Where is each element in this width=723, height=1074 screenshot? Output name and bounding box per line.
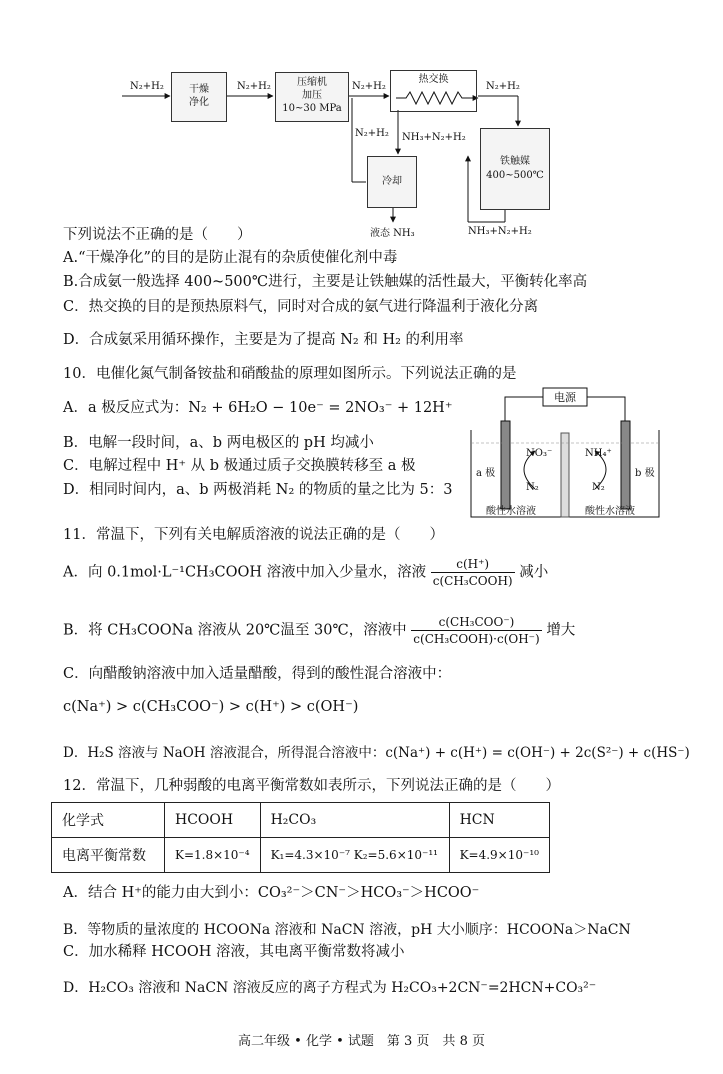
right-gas-label: N₂ — [592, 482, 605, 493]
q11-b-tail: 增大 — [546, 622, 576, 639]
q11-option-d: D．H₂S 溶液与 NaOH 溶液混合，所得混合溶液中：c(Na⁺) + c(H⁺) = c(OH⁻) + 2c(S²⁻) + c(HS⁻) — [63, 745, 690, 761]
table-row — [52, 803, 550, 838]
flow-label-3: N₂+H₂ — [486, 81, 520, 92]
box-line: 冷却 — [382, 176, 402, 187]
table-cell: H₂CO₃ — [260, 803, 449, 838]
left-solution-label: 酸性水溶液 — [486, 506, 536, 517]
q9-option-a: A.“干燥净化”的目的是防止混有的杂质使催化剂中毒 — [63, 250, 398, 266]
compressor-box — [275, 72, 349, 122]
box-line: 热交换 — [418, 74, 449, 85]
q9-stem: 下列说法不正确的是（ ） — [63, 227, 252, 243]
box-line: 净化 — [189, 97, 209, 108]
flow-label-liquid: 液态 NH₃ — [370, 228, 415, 239]
table-cell: 电离平衡常数 — [52, 838, 165, 873]
electrode-b-label: b 极 — [635, 468, 655, 479]
q11-b-text: B．将 CH₃COONa 溶液从 20℃温至 30℃，溶液中 — [63, 622, 407, 639]
flow-label-2: N₂+H₂ — [352, 81, 386, 92]
q11-stem: 11．常温下，下列有关电解质溶液的说法正确的是（ ） — [63, 527, 444, 543]
q11-a-text: A．向 0.1mol·L⁻¹CH₃COOH 溶液中加入少量水，溶液 — [63, 564, 427, 581]
q11-b-fraction — [411, 614, 541, 647]
box-line: 400~500℃ — [486, 170, 544, 181]
q11-option-a — [63, 556, 548, 589]
flow-label-mix1: NH₃+N₂+H₂ — [402, 132, 466, 143]
q12-stem: 12．常温下，几种弱酸的电离平衡常数如表所示，下列说法正确的是（ ） — [63, 778, 560, 794]
power-source-label: 电源 — [554, 391, 576, 404]
table-cell: K=1.8×10⁻⁴ — [165, 838, 261, 873]
q12-option-d: D．H₂CO₃ 溶液和 NaCN 溶液反应的离子方程式为 H₂CO₃+2CN⁻=2HCN+CO₃²⁻ — [63, 980, 597, 996]
q10-stem: 10．电催化氮气制备铵盐和硝酸盐的原理如图所示。下列说法正确的是 — [63, 366, 517, 382]
electrode-a-label: a 极 — [476, 468, 496, 479]
flow-label-mix2: NH₃+N₂+H₂ — [468, 226, 532, 237]
right-ion-label: NH₄⁺ — [585, 448, 612, 459]
table-row — [52, 838, 550, 873]
table-cell: HCN — [449, 803, 549, 838]
q12-option-b: B．等物质的量浓度的 HCOONa 溶液和 NaCN 溶液，pH 大小顺序：HCOONa＞NaCN — [63, 922, 631, 938]
catalyst-box — [480, 128, 550, 210]
q11-a-denominator: c(CH₃COOH) — [432, 574, 513, 588]
q12-option-c: C．加水稀释 HCOOH 溶液，其电离平衡常数将减小 — [63, 944, 405, 960]
q10-option-a: A．a 极反应式为：N₂ + 6H₂O − 10e⁻ = 2NO₃⁻ + 12H⁺ — [63, 400, 453, 416]
electrolysis-diagram — [465, 385, 665, 520]
q11-b-numerator: c(CH₃COO⁻) — [411, 614, 541, 631]
q10-option-c: C．电解过程中 H⁺ 从 b 极通过质子交换膜转移至 a 极 — [63, 458, 416, 474]
q11-option-b — [63, 614, 575, 647]
cooling-box — [367, 156, 417, 208]
box-line: 10~30 MPa — [282, 103, 342, 114]
q11-a-numerator: c(H⁺) — [431, 556, 515, 573]
q11-a-tail: 减小 — [519, 564, 549, 581]
table-cell: HCOOH — [165, 803, 261, 838]
flow-label-recycle: N₂+H₂ — [355, 128, 389, 139]
q9-option-d: D．合成氨采用循环操作，主要是为了提高 N₂ 和 H₂ 的利用率 — [63, 332, 464, 348]
dry-purify-box — [171, 72, 227, 122]
q11-a-fraction — [431, 556, 515, 589]
q11-option-c: C．向醋酸钠溶液中加入适量醋酸，得到的酸性混合溶液中： — [63, 666, 452, 682]
table-cell: K=4.9×10⁻¹⁰ — [449, 838, 549, 873]
q12-option-a: A．结合 H⁺的能力由大到小：CO₃²⁻＞CN⁻＞HCO₃⁻＞HCOO⁻ — [63, 885, 480, 901]
left-gas-label: N₂ — [526, 482, 539, 493]
box-line: 干燥 — [189, 84, 209, 95]
box-line: 铁触媒 — [500, 156, 530, 167]
haber-flow-diagram — [0, 0, 723, 245]
q11-b-denominator: c(CH₃COOH)·c(OH⁻) — [413, 632, 540, 646]
q9-option-c: C．热交换的目的是预热原料气，同时对合成的氨气进行降温利于液化分离 — [63, 299, 539, 315]
flow-label-in: N₂+H₂ — [130, 81, 164, 92]
table-cell: 化学式 — [52, 803, 165, 838]
page-footer: 高二年级 • 化学 • 试题 第 3 页 共 8 页 — [238, 1034, 485, 1049]
heat-exchanger-box — [390, 70, 477, 112]
q9-option-b: B.合成氨一般选择 400~500℃进行，主要是让铁触媒的活性最大，平衡转化率高 — [63, 274, 588, 290]
q11-option-c-equation: c(Na⁺) > c(CH₃COO⁻) > c(H⁺) > c(OH⁻) — [63, 699, 359, 715]
q10-option-b: B．电解一段时间，a、b 两电极区的 pH 均减小 — [63, 435, 374, 451]
box-line: 压缩机 — [297, 77, 327, 88]
left-ion-label: NO₃⁻ — [526, 448, 553, 459]
q10-option-d: D．相同时间内，a、b 两极消耗 N₂ 的物质的量之比为 5：3 — [63, 482, 453, 498]
box-line: 加压 — [302, 90, 322, 101]
right-solution-label: 酸性水溶液 — [585, 506, 635, 517]
ionization-constant-table — [51, 802, 550, 873]
flow-label-1: N₂+H₂ — [237, 81, 271, 92]
table-cell: K₁=4.3×10⁻⁷ K₂=5.6×10⁻¹¹ — [260, 838, 449, 873]
